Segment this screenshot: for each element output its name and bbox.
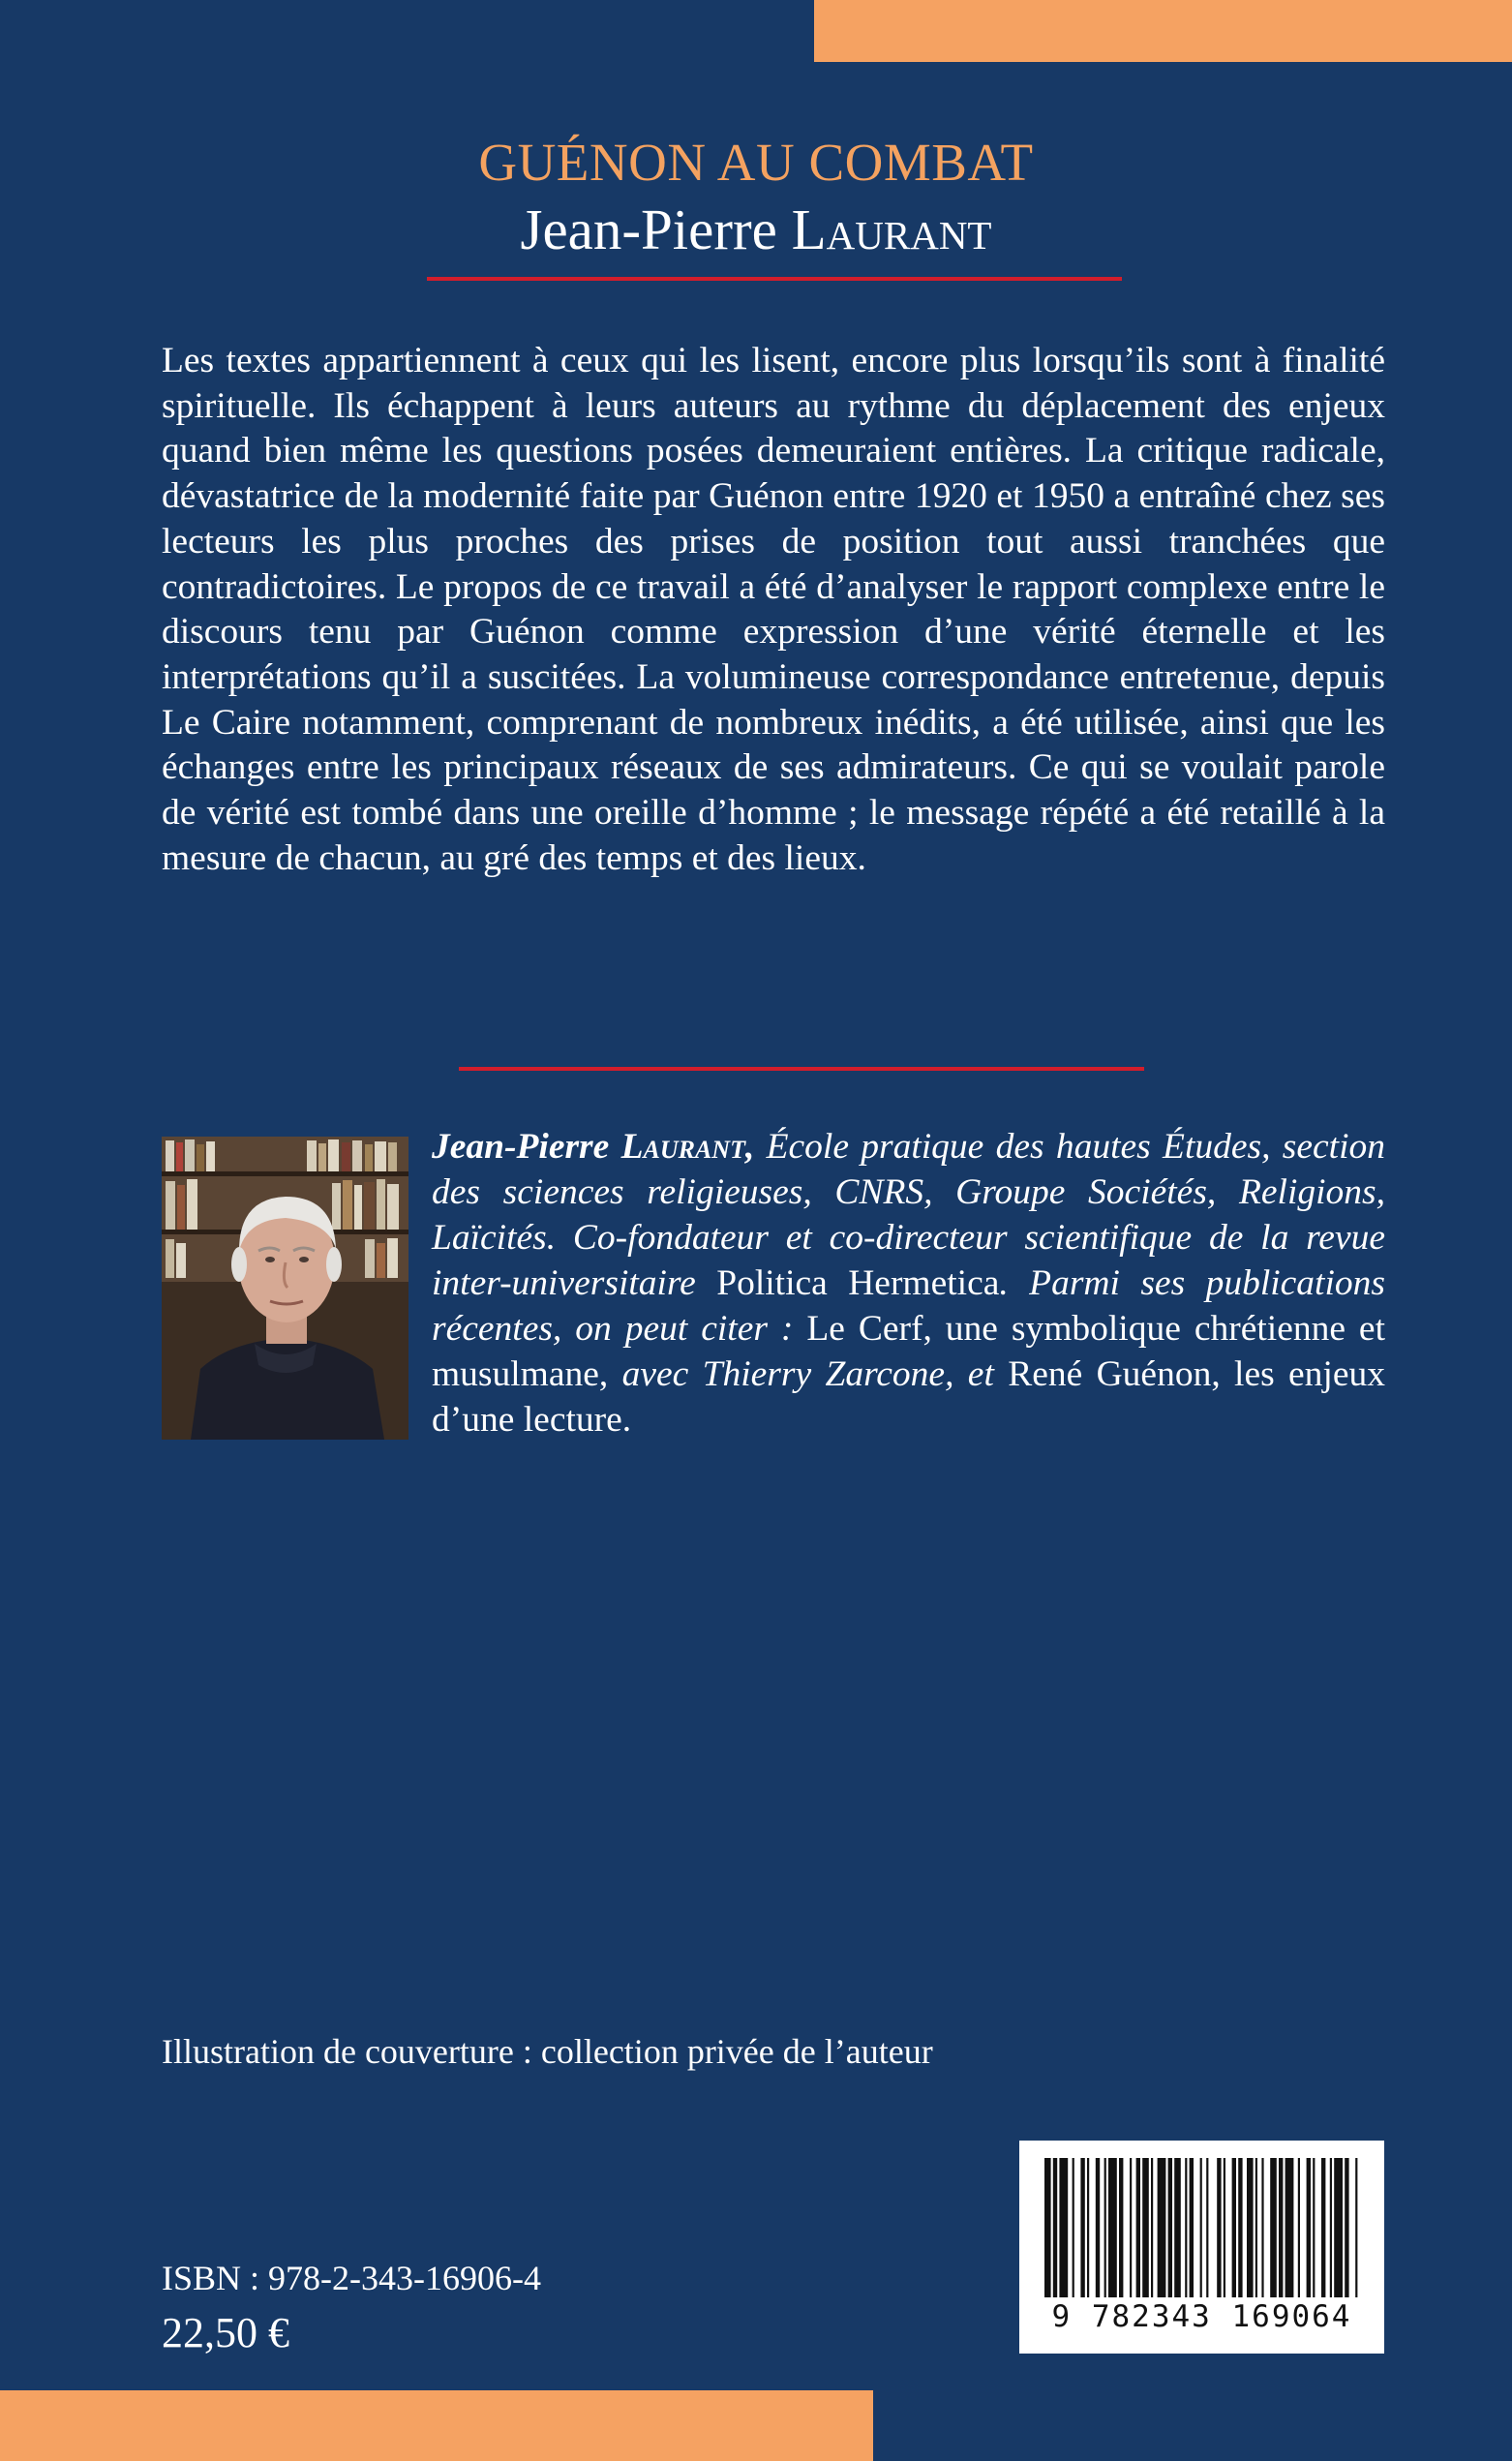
barcode-bar: [1247, 2158, 1254, 2297]
barcode-bar: [1174, 2158, 1181, 2297]
price-label: 22,50 €: [162, 2309, 289, 2356]
barcode-bar: [1044, 2158, 1051, 2297]
barcode-bar: [1080, 2158, 1084, 2297]
barcode-bar: [1261, 2158, 1263, 2297]
bottom-orange-band: [0, 2390, 873, 2461]
barcode-bar: [1330, 2158, 1332, 2297]
barcode-bar: [1270, 2158, 1277, 2297]
section-divider: [459, 1067, 1144, 1071]
barcode-bar: [1142, 2158, 1149, 2297]
barcode-bar: [1168, 2158, 1172, 2297]
barcode-bar: [1345, 2158, 1348, 2297]
barcode-digits: 9 782343 169064: [1051, 2299, 1352, 2334]
bio-affiliations: École pratique des hautes Études, section des sciences religieuses, CNRS, Groupe Sociétés, Religions, Laïcités. Co-fondateur et co-directeur scientifique de la revue inter-universitaire: [432, 1127, 1385, 1303]
barcode-bar: [1279, 2158, 1283, 2297]
barcode-bar: [1238, 2158, 1242, 2297]
back-cover-blurb: Les textes appartiennent à ceux qui les lisent, encore plus lorsqu’ils sont à finalité spirituelle. Ils échappent à leurs auteurs au rythme du déplacement des enjeux quand bien même les questions posées demeuraient entières. La critique radicale, dévastatrice de la modernité faite par Guénon entre 1920 et 1950 a entraîné chez ses lecteurs les plus proches des prises de position tout aussi tranchées que contradictoires. Le propos de ce travail a été d’analyser le rapport complexe entre le discours tenu par Guénon comme expression d’une vérité éternelle et les interprétations qu’il a suscitées. La volumineuse correspondance entretenue, depuis Le Caire notamment, comprenant de nombreux inédits, a été utilisée, ainsi que les échanges entre les principaux réseaux de ses admirateurs. Ce qui se voulait parole de vérité est tombé dans une oreille d’homme ; le message répété a été retaillé à la mesure de chacun, au gré des temps et des lieux.: [162, 341, 1385, 878]
barcode-bar: [1307, 2158, 1311, 2297]
bio-coauthor: avec Thierry Zarcone, et: [608, 1354, 1009, 1394]
top-orange-band: [814, 0, 1512, 62]
barcode-bar: [1321, 2158, 1325, 2297]
author-biography: [432, 1124, 1385, 1443]
barcode-bar: [1059, 2158, 1068, 2297]
barcode-bar: [1096, 2158, 1100, 2297]
bio-publications-intro: . Parmi ses publications récentes, on peut citer :: [432, 1263, 1385, 1349]
barcode-bar: [1136, 2158, 1140, 2297]
author-first-name: Jean-Pierre: [520, 197, 792, 261]
barcode-bar: [1158, 2158, 1166, 2297]
barcode-bar: [1185, 2158, 1187, 2297]
isbn-number: ISBN : 978-2-343-16906-4: [162, 2259, 541, 2297]
title-divider: [427, 277, 1122, 281]
bio-name: Jean-Pierre Laurant,: [432, 1127, 755, 1167]
cover-author: [0, 197, 1512, 263]
book-title: GUÉNON AU COMBAT: [478, 133, 1034, 192]
barcode-bar: [1073, 2158, 1074, 2297]
barcode-bar: [1298, 2158, 1300, 2297]
barcode-bar: [1224, 2158, 1225, 2297]
bio-book-2: René Guénon, les enjeux d’une lecture.: [432, 1354, 1385, 1440]
barcode-bar: [1151, 2158, 1153, 2297]
author-photo: [162, 1137, 408, 1440]
isbn-barcode: [1019, 2141, 1384, 2354]
bio-book-1: Le Cerf, une symbolique chrétienne et musulmane,: [432, 1309, 1385, 1394]
barcode-bar: [1355, 2158, 1357, 2297]
barcode-bar: [1108, 2158, 1117, 2297]
barcode-bar: [1200, 2158, 1202, 2297]
barcode-bar: [1232, 2158, 1236, 2297]
barcode-bar: [1206, 2158, 1208, 2297]
barcode-bar: [1130, 2158, 1132, 2297]
barcode-bar: [1255, 2158, 1257, 2297]
barcode-bar: [1119, 2158, 1123, 2297]
author-portrait-icon: [162, 1137, 408, 1440]
barcode-bar: [1190, 2158, 1194, 2297]
barcode-bar: [1285, 2158, 1294, 2297]
barcode-bar: [1104, 2158, 1106, 2297]
barcode-bar: [1334, 2158, 1343, 2297]
bio-journal: Politica Hermetica: [716, 1263, 1000, 1303]
barcode-bar: [1217, 2158, 1221, 2297]
barcode-bar: [1053, 2158, 1057, 2297]
author-last-name: Laurant: [791, 197, 992, 261]
barcode-bar: [1087, 2158, 1089, 2297]
barcode-bar: [1313, 2158, 1315, 2297]
cover-illustration-credit: Illustration de couverture : collection privée de l’auteur: [162, 2032, 933, 2071]
